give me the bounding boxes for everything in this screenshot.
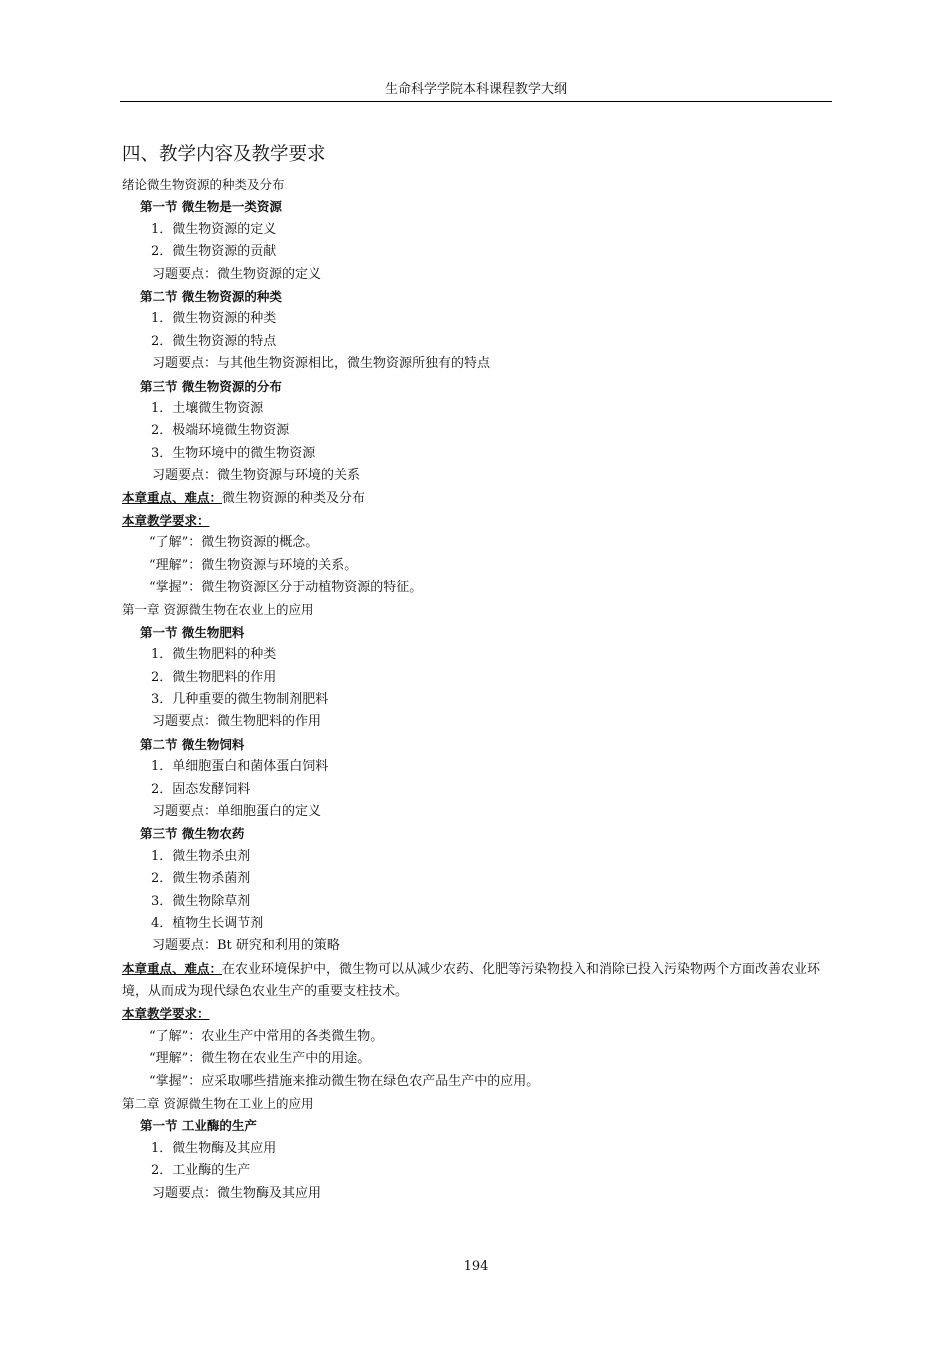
content: [122, 142, 834, 1205]
requirement-item: “理解”：微生物资源与环境的关系。: [149, 557, 358, 573]
key-points-label: 本章重点、难点：: [122, 960, 223, 976]
exercise-point: 习题要点：微生物资源的定义: [152, 266, 322, 282]
requirement-item: “理解”：微生物在农业生产中的用途。: [149, 1051, 371, 1067]
list-item: 3．生物环境中的微生物资源: [151, 445, 316, 461]
section-title: 四、教学内容及教学要求: [122, 144, 326, 165]
list-item: 2．工业酶的生产: [151, 1163, 251, 1179]
exercise-point: 习题要点：微生物酶及其应用: [152, 1185, 322, 1201]
section-heading: 第一节 工业酶的生产: [140, 1118, 257, 1134]
exercise-point: 习题要点：微生物肥料的作用: [152, 714, 322, 730]
header-rule: [120, 101, 832, 102]
requirements-label: 本章教学要求：: [122, 1006, 210, 1022]
exercise-point: 习题要点：与其他生物资源相比，微生物资源所独有的特点: [152, 356, 491, 372]
section-heading: 第一节 微生物是一类资源: [140, 199, 282, 215]
key-points-text: 在农业环境保护中，微生物可以从减少农药、化肥等污染物投入和消除已投入污染物两个方面改善农业环境，从而成为现代绿色农业生产的重要支柱技术。: [122, 961, 821, 1000]
section-heading: 第三节 微生物农药: [140, 826, 245, 842]
requirement-item: “掌握”：应采取哪些措施来推动微生物在绿色农产品生产中的应用。: [149, 1073, 540, 1089]
requirements-heading: [122, 1003, 834, 1025]
requirement-item: “了解”：微生物资源的概念。: [149, 535, 319, 551]
key-points-text: 微生物资源的种类及分布: [222, 491, 366, 507]
key-points: [122, 487, 834, 509]
section-heading: 第一节 微生物肥料: [140, 624, 245, 640]
page-header: 生命科学学院本科课程教学大纲: [384, 82, 567, 97]
list-item: 2．微生物资源的贡献: [151, 244, 277, 260]
list-item: 2．极端环境微生物资源: [151, 423, 290, 439]
exercise-point: 习题要点：单细胞蛋白的定义: [152, 803, 322, 819]
chapter-title: 第一章 资源微生物在农业上的应用: [122, 602, 314, 618]
list-item: 2．微生物杀菌剂: [151, 871, 251, 887]
requirements-heading: [122, 510, 834, 532]
key-points-label: 本章重点、难点：: [122, 490, 223, 506]
list-item: 1．微生物杀虫剂: [151, 848, 251, 864]
list-item: 1．单细胞蛋白和菌体蛋白饲料: [151, 759, 329, 775]
exercise-point: 习题要点：微生物资源与环境的关系: [152, 468, 361, 484]
list-item: 2．微生物资源的特点: [151, 333, 277, 349]
chapter-title: 第二章 资源微生物在工业上的应用: [122, 1096, 314, 1112]
list-item: 1．土壤微生物资源: [151, 400, 264, 416]
intro-title: 绪论微生物资源的种类及分布: [122, 177, 285, 192]
key-points: [122, 958, 834, 1004]
requirement-item: “掌握”：微生物资源区分于动植物资源的特征。: [149, 580, 423, 596]
section-heading: 第三节 微生物资源的分布: [140, 378, 282, 394]
section-heading: 第二节 微生物饲料: [140, 736, 245, 752]
list-item: 1．微生物资源的种类: [151, 311, 277, 327]
section-heading: 第二节 微生物资源的种类: [140, 288, 282, 304]
requirement-item: “了解”：农业生产中常用的各类微生物。: [149, 1028, 384, 1044]
list-item: 4．植物生长调节剂: [151, 915, 264, 931]
requirements-label: 本章教学要求：: [122, 512, 210, 528]
list-item: 3．微生物除草剂: [151, 893, 251, 909]
list-item: 2．微生物肥料的作用: [151, 669, 277, 685]
list-item: 2．固态发酵饲料: [151, 781, 251, 797]
exercise-point: 习题要点：Bt 研究和利用的策略: [152, 938, 340, 954]
list-item: 1．微生物酶及其应用: [151, 1140, 277, 1156]
list-item: 1．微生物资源的定义: [151, 221, 277, 237]
page-number: 194: [463, 1259, 489, 1274]
list-item: 1．微生物肥料的种类: [151, 647, 277, 663]
list-item: 3．几种重要的微生物制剂肥料: [151, 691, 329, 707]
